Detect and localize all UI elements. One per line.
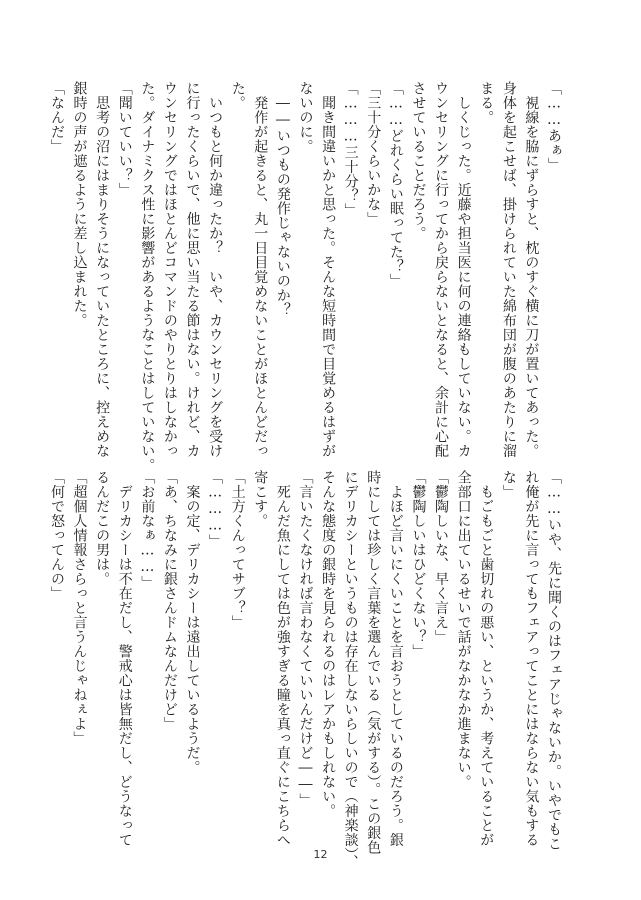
- text-line: 「何で怒ってんの」: [48, 470, 65, 601]
- text-line: そんな態度の銀時を見られるのはレアかもしれない。: [320, 470, 337, 818]
- text-line: 「……いや、先に聞くのはフェアじゃないか。いやでもこ: [546, 470, 562, 851]
- text-line: 案の定、デリカシーは遠出しているようだ。: [184, 470, 201, 775]
- text-line: な」: [500, 470, 517, 499]
- text-line: 「……あぁ」: [546, 81, 562, 172]
- text-line: 「土方くんってサブ？」: [229, 470, 246, 630]
- text-line: た。ダイナミクス性に影響があるようなことはしていない。: [139, 81, 156, 473]
- upper-text-block: [45, 81, 565, 473]
- text-line: 視線を脇にずらすと、枕のすぐ横に刀が置いてあった。: [523, 81, 540, 458]
- text-line: ウンセリングではほとんどコマンドのやりとりはしなかっ: [161, 81, 178, 458]
- text-line: ないのに。: [297, 81, 314, 154]
- text-line: 死んだ魚にしては色が強すぎる瞳を真っ直ぐにこちらへ: [274, 470, 291, 847]
- text-line: いつもと何か違ったか？ いや、カウンセリングを受け: [207, 81, 224, 458]
- text-line: 「あ、ちなみに銀さんドムなんだけど」: [161, 470, 178, 731]
- text-line: 時にしては珍しく言葉を選んでいる（気がする）。この銀色: [365, 470, 382, 855]
- text-line: 聞き間違いかと思った。そんな短時間で目覚めるはずが: [320, 81, 337, 458]
- text-line: 「お前なぁ……」: [139, 470, 156, 590]
- page-number: 12: [313, 848, 328, 861]
- text-line: に行ったくらいで、他に思い当たる節はない。けれど、カ: [184, 81, 201, 458]
- text-line: 「三十分くらいかな」: [365, 81, 382, 226]
- text-line: 「鬱陶しいはひどくない？」: [410, 470, 427, 659]
- text-line: 「超個人情報さらっと言うんじゃねぇよ」: [71, 470, 88, 746]
- text-line: 「なんだ」: [48, 81, 65, 154]
- text-line: 全部口に出ているせいで話がなかなか進まない。: [455, 470, 472, 789]
- text-line: 「聞いていい？」: [116, 81, 133, 197]
- text-line: よほど言いにくいことを言おうとしているのだろう。銀: [387, 470, 404, 847]
- text-line: た。: [229, 81, 246, 110]
- text-line: るんだこの男は。: [94, 470, 111, 586]
- text-line: れ俺が先に言ってもフェアってことにはならない気もする: [523, 470, 540, 847]
- text-line: 身体を起こせば、掛けられていた綿布団が腹のあたりに溜: [500, 81, 517, 458]
- text-line: 「………」: [207, 470, 224, 549]
- text-line: まる。: [478, 81, 495, 125]
- text-line: しくじった。近藤や担当医に何の連絡もしていない。カ: [455, 81, 472, 458]
- text-line: させていることだろう。: [410, 81, 427, 241]
- text-line: 思考の沼にはまりそうになっていたところに、控えめな: [94, 81, 111, 458]
- text-line: デリカシーは不在だし、警戒心は皆無だし、どうなって: [116, 470, 133, 847]
- text-line: 寄こす。: [252, 470, 269, 528]
- text-line: 「……どれくらい眠ってた？」: [387, 81, 404, 288]
- text-line: もごもごと歯切れの悪い、というか、考えていることが: [478, 470, 495, 847]
- text-line: 「言いたくなければ言わなくていいんだけど――」: [297, 470, 314, 808]
- text-line: ウンセリングに行ってから戻らないとなると、余計に心配: [433, 81, 450, 458]
- text-line: 銀時の声が遮るように差し込まれた。: [71, 81, 88, 328]
- text-line: 発作が起きると、丸一日目覚めないことがほとんどだっ: [252, 81, 269, 458]
- text-line: 「………三十分？」: [342, 81, 359, 218]
- text-line: 「鬱陶しいな、早く言え」: [433, 470, 450, 644]
- text-line: ――いつもの発作じゃないのか？: [274, 81, 291, 317]
- text-line: にデリカシーというものは存在しないらしいので（神楽談）、: [342, 470, 359, 869]
